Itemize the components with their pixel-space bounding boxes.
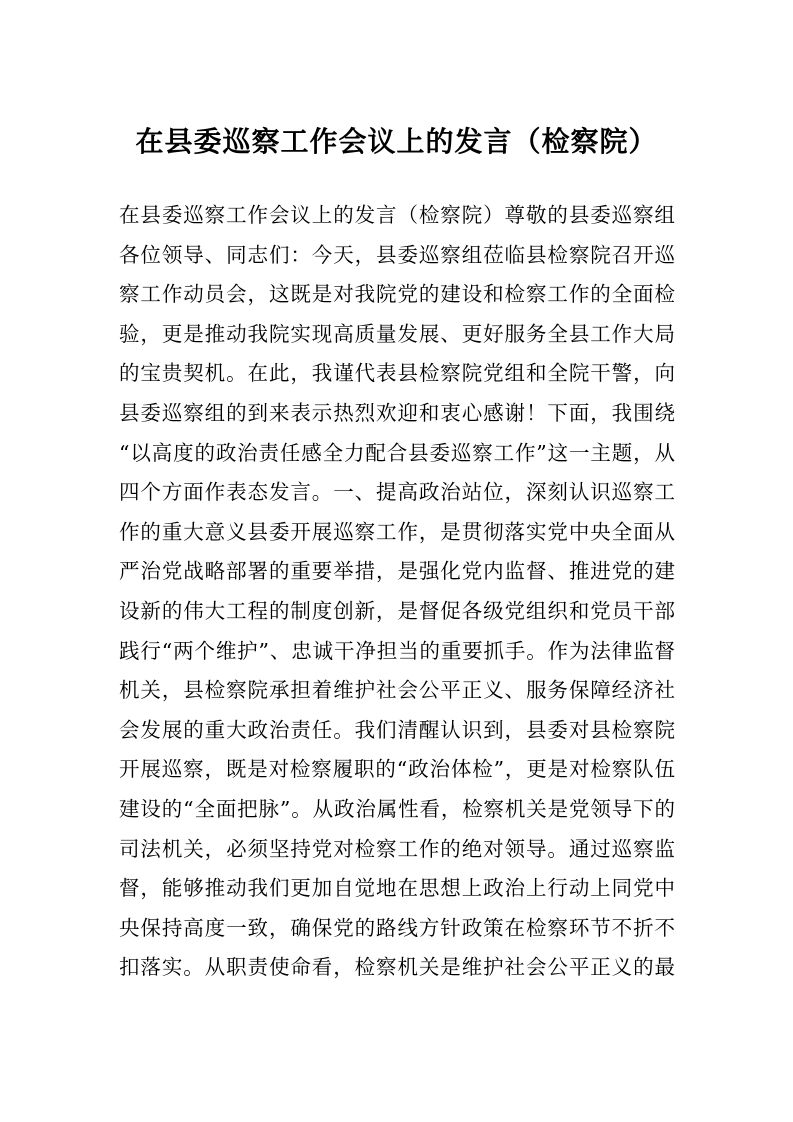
body-line: 扣落实。从职责使命看，检察机关是维护社会公平正义的最 [119,955,675,980]
body-line: 司法机关，必须坚持党对检察工作的绝对领导。通过巡察监 [119,836,675,861]
body-line: 四个方面作表态发言。一、提高政治站位，深刻认识巡察工 [119,480,675,505]
body-line: 各位领导、同志们：今天，县委巡察组莅临县检察院召开巡 [119,242,675,267]
body-line: “以高度的政治责任感全力配合县委巡察工作”这一主题，从 [119,440,675,465]
body-line: 践行“两个维护”、忠诚干净担当的重要抓手。作为法律监督 [119,638,675,663]
body-line: 机关，县检察院承担着维护社会公平正义、服务保障经济社 [119,678,675,703]
body-line: 建设的“全面把脉”。从政治属性看，检察机关是党领导下的 [119,796,675,821]
body-line: 严治党战略部署的重要举措，是强化党内监督、推进党的建 [119,559,675,584]
body-line: 验，更是推动我院实现高质量发展、更好服务全县工作大局 [119,321,675,346]
body-line: 的宝贵契机。在此，我谨代表县检察院党组和全院干警，向 [119,361,675,386]
body-line: 县委巡察组的到来表示热烈欢迎和衷心感谢！下面，我围绕 [119,400,675,425]
body-line: 设新的伟大工程的制度创新，是督促各级党组织和党员干部 [119,598,675,623]
document-title: 在县委巡察工作会议上的发言（检察院） [135,125,658,158]
body-line: 察工作动员会，这既是对我院党的建设和检察工作的全面检 [119,282,675,307]
body-line: 作的重大意义县委开展巡察工作，是贯彻落实党中央全面从 [119,519,675,544]
document-body [119,196,675,988]
body-line: 开展巡察，既是对检察履职的“政治体检”，更是对检察队伍 [119,757,675,782]
body-line: 在县委巡察工作会议上的发言（检察院）尊敬的县委巡察组 [119,203,675,227]
body-line: 央保持高度一致，确保党的路线方针政策在检察环节不折不 [119,915,675,940]
body-line: 会发展的重大政治责任。我们清醒认识到，县委对县检察院 [119,717,675,742]
body-line: 督，能够推动我们更加自觉地在思想上政治上行动上同党中 [119,876,675,901]
